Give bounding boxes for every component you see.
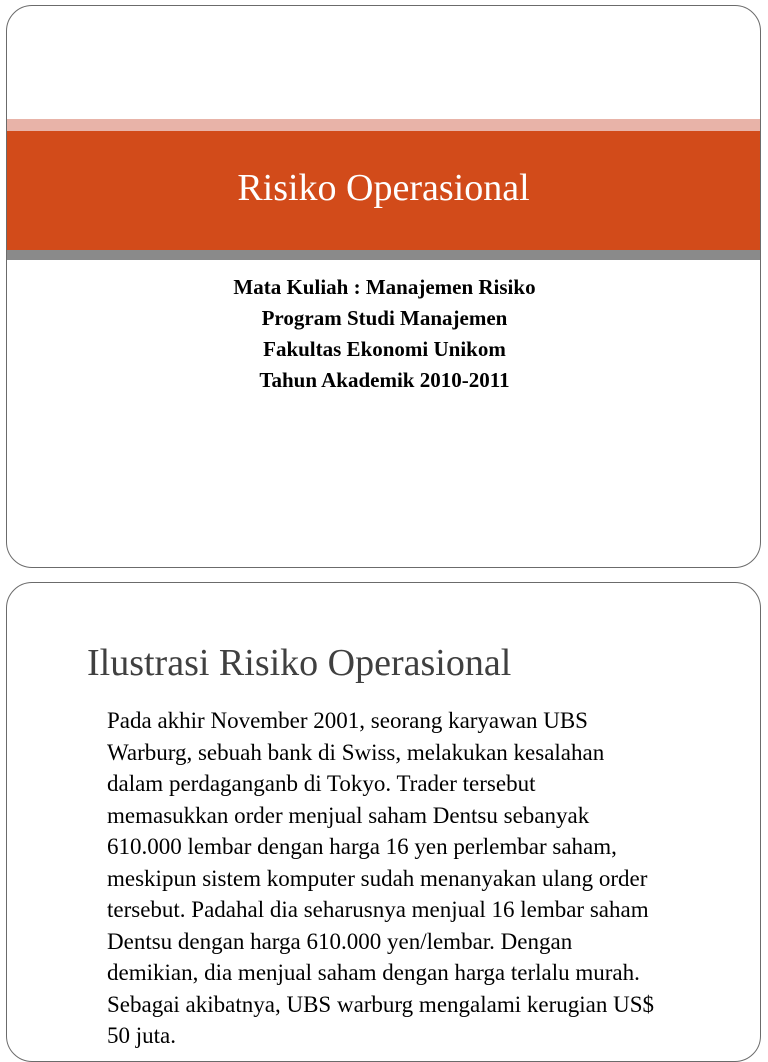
body-line: memasukkan order menjual saham Dentsu sebanyak	[107, 802, 590, 828]
body-line: demikian, dia menjual saham dengan harga terlalu murah.	[107, 960, 640, 985]
subtitle-course: Mata Kuliah : Manajemen Risiko	[233, 275, 536, 299]
title-band-top-stripe	[7, 119, 760, 131]
subtitle-academic-year: Tahun Akademik 2010-2011	[259, 368, 510, 392]
body-line: 610.000 lembar dengan harga 16 yen perlembar saham,	[107, 834, 617, 859]
body-line: Dentsu dengan harga 610.000 yen/lembar. Dengan	[107, 928, 573, 954]
slide-heading: Ilustrasi Risiko Operasional	[87, 642, 512, 684]
body-line: dalam perdaganganb di Tokyo. Trader tersebut	[107, 771, 536, 796]
title-band	[7, 131, 760, 250]
subtitle-block	[7, 272, 762, 396]
slide-title: Risiko Operasional	[237, 166, 530, 209]
title-slide	[6, 5, 761, 568]
body-line: tersebut. Padahal dia seharusnya menjual 16 lembar saham	[107, 897, 649, 922]
subtitle-program: Program Studi Manajemen	[261, 306, 508, 330]
body-line: 50 juta.	[107, 1023, 176, 1048]
subtitle-faculty: Fakultas Ekonomi Unikom	[263, 337, 506, 361]
body-line: meskipun sistem komputer sudah menanyakan ulang order	[107, 865, 648, 891]
illustration-slide	[6, 582, 761, 1062]
body-line: Warburg, sebuah bank di Swiss, melakukan kesalahan	[107, 739, 605, 765]
title-band-bottom-stripe	[7, 250, 760, 260]
body-line: Pada akhir November 2001, seorang karyawan UBS	[107, 708, 588, 733]
slide-body-text	[107, 705, 727, 1052]
body-line: Sebagai akibatnya, UBS warburg mengalami kerugian US$	[107, 991, 654, 1017]
